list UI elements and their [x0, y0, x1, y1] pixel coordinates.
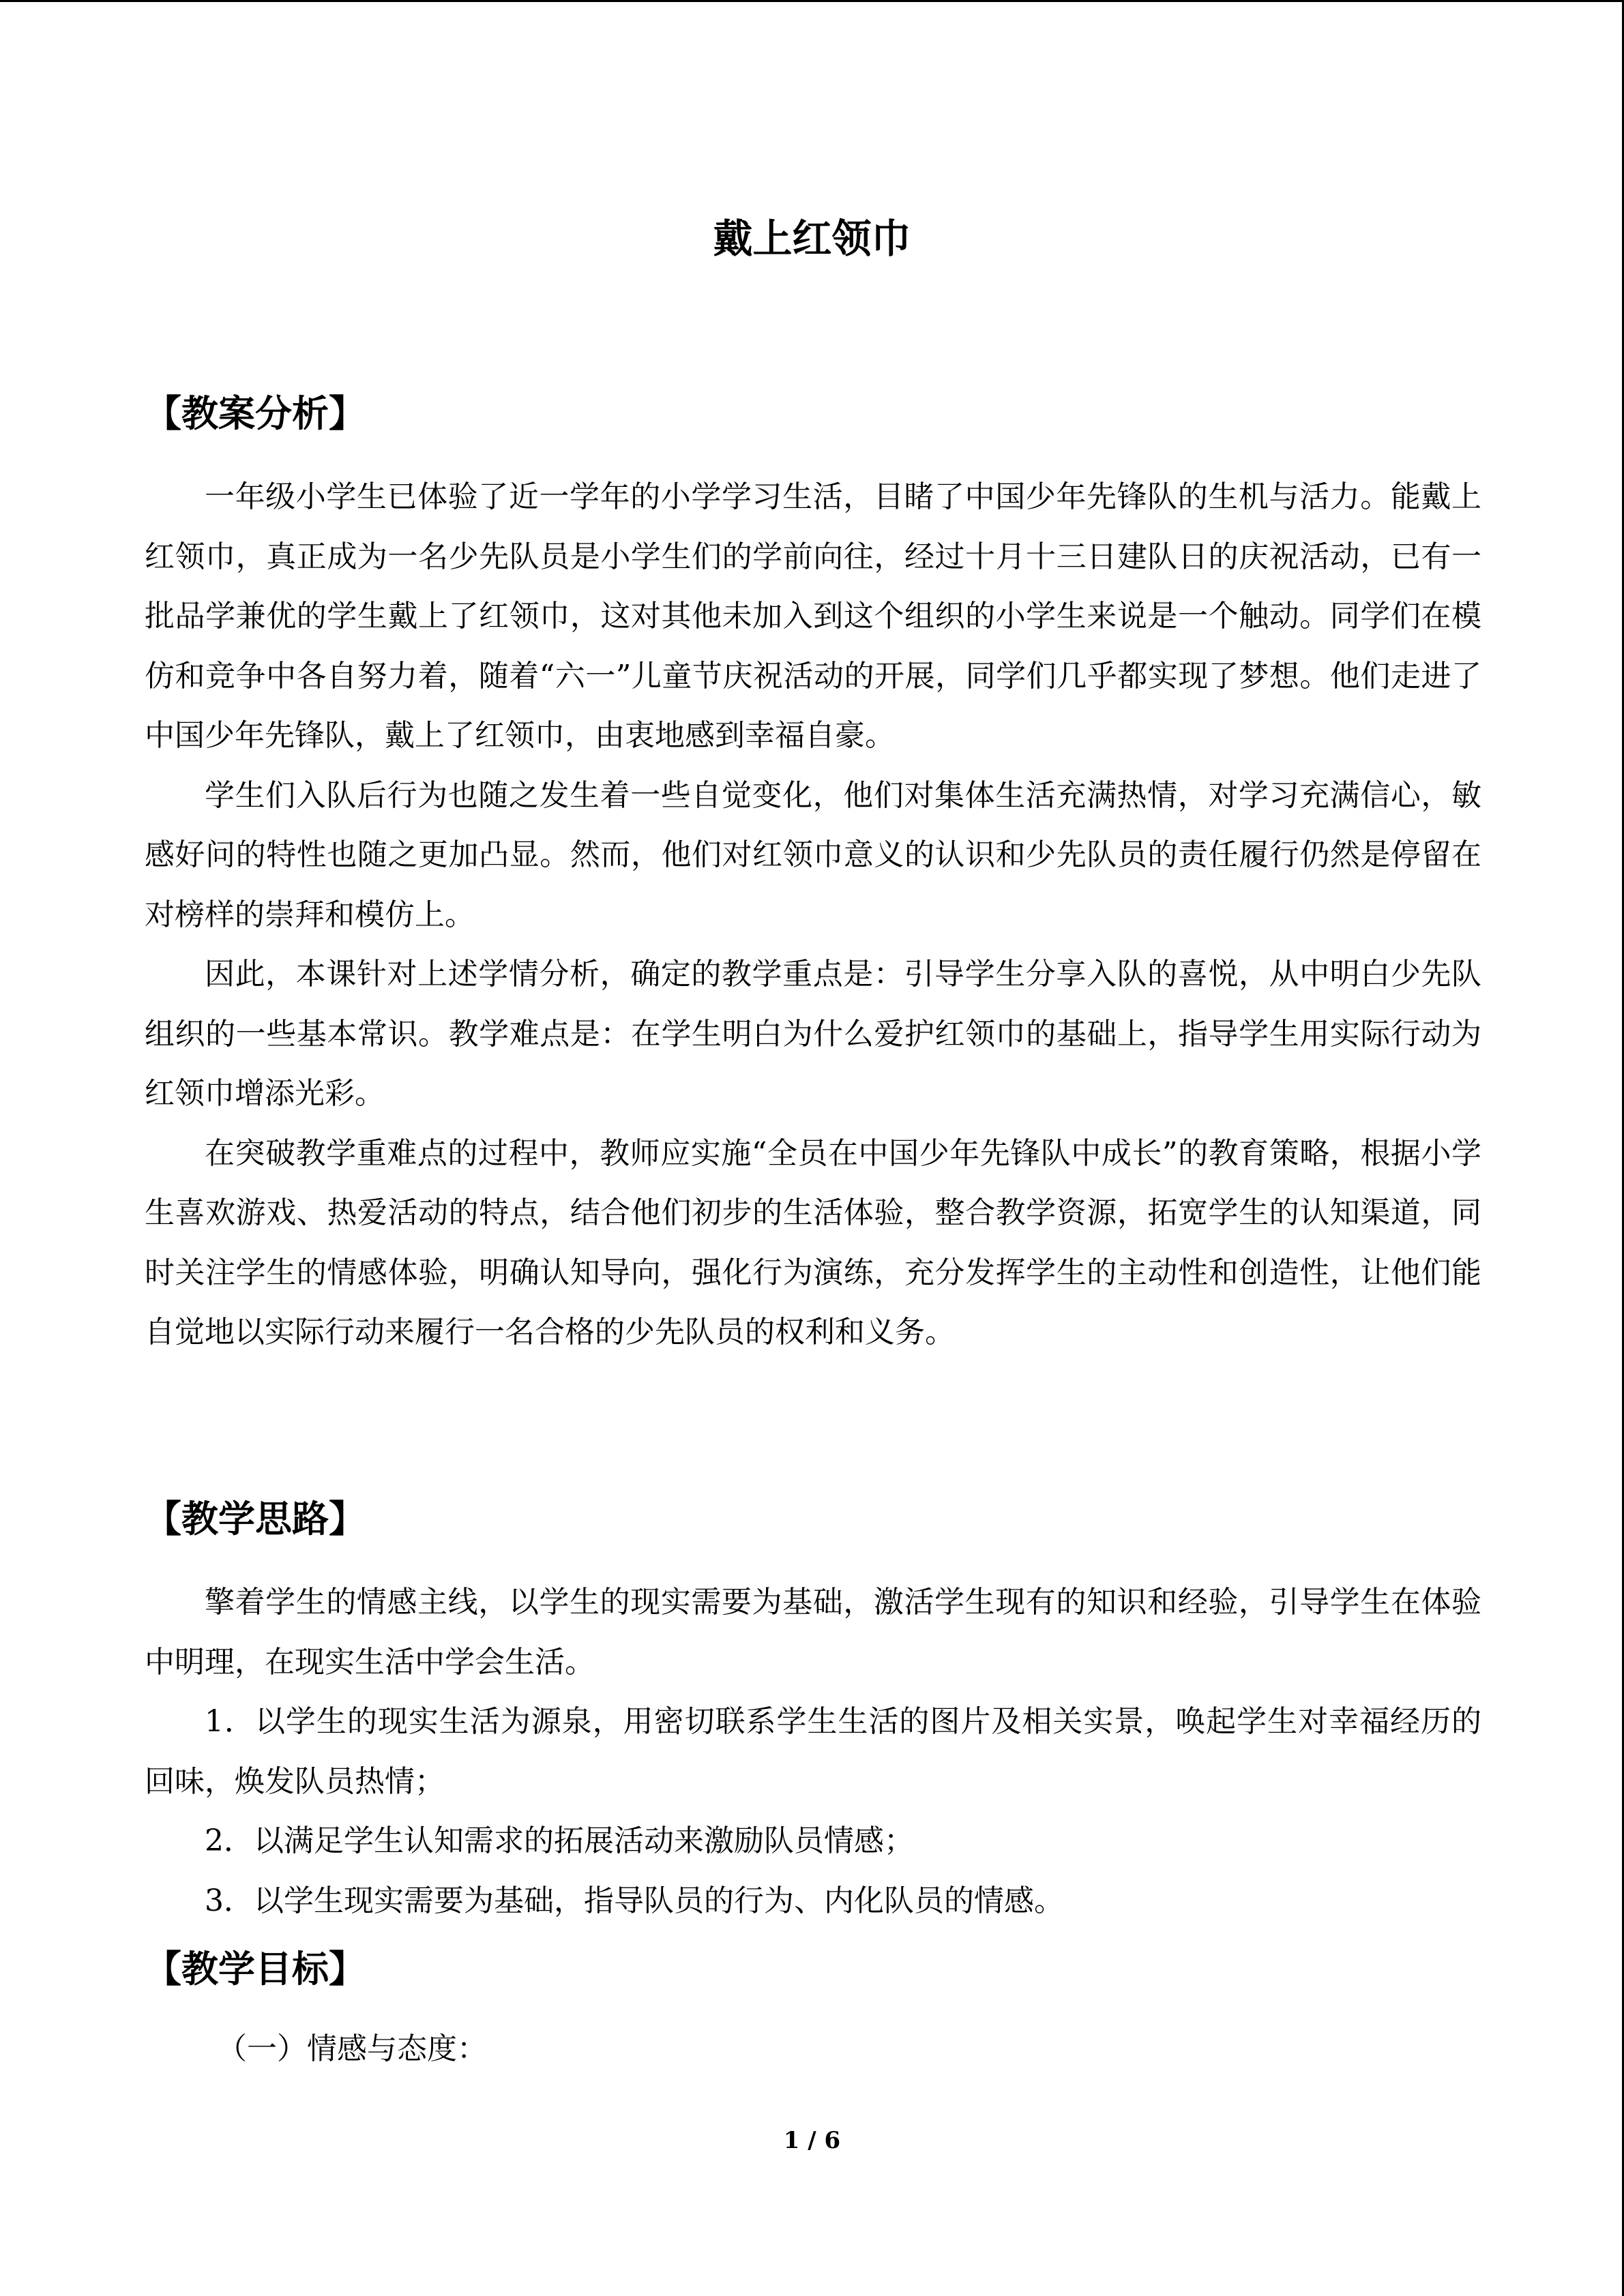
- section-body-teaching-approach: [145, 1572, 1481, 1930]
- section-heading-teaching-objectives: 【教学目标】: [145, 1948, 366, 1991]
- section-heading-lesson-analysis: 【教案分析】: [145, 392, 366, 435]
- subheading-emotion-attitude: （一）情感与态度：: [217, 2031, 487, 2066]
- paragraph: 因此，本课针对上述学情分析，确定的教学重点是：引导学生分享入队的喜悦，从中明白少先队组织的一些基本常识。教学难点是：在学生明白为什么爱护红领巾的基础上，指导学生用实际行动为红领巾增添光彩。: [145, 957, 1481, 1111]
- document-title: 戴上红领巾: [713, 215, 911, 262]
- list-item: 1．以学生的现实生活为源泉，用密切联系学生生活的图片及相关实景，唤起学生对幸福经历的回味，焕发队员热情；: [145, 1704, 1481, 1799]
- paragraph: 一年级小学生已体验了近一学年的小学学习生活，目睹了中国少年先锋队的生机与活力。能戴上红领巾，真正成为一名少先队员是小学生们的学前向往，经过十月十三日建队日的庆祝活动，已有一批品学兼优的学生戴上了红领巾，这对其他未加入到这个组织的小学生来说是一个触动。同学们在模仿和竞争中各自努力着，随着“六一”儿童节庆祝活动的开展，同学们几乎都实现了梦想。他们走进了中国少年先锋队，戴上了红领巾，由衷地感到幸福自豪。: [145, 479, 1481, 753]
- section-body-lesson-analysis: [145, 467, 1481, 1362]
- page-number: 1 / 6: [783, 2127, 841, 2154]
- list-item: 3．以学生现实需要为基础，指导队员的行为、内化队员的情感。: [205, 1883, 1064, 1918]
- paragraph: 擎着学生的情感主线，以学生的现实需要为基础，激活学生现有的知识和经验，引导学生在体验中明理，在现实生活中学会生活。: [145, 1585, 1481, 1680]
- paragraph: 学生们入队后行为也随之发生着一些自觉变化，他们对集体生活充满热情，对学习充满信心，敏感好问的特性也随之更加凸显。然而，他们对红领巾意义的认识和少先队员的责任履行仍然是停留在对榜样的崇拜和模仿上。: [145, 777, 1481, 932]
- paragraph: 在突破教学重难点的过程中，教师应实施“全员在中国少年先锋队中成长”的教育策略，根据小学生喜欢游戏、热爱活动的特点，结合他们初步的生活体验，整合教学资源，拓宽学生的认知渠道，同时关注学生的情感体验，明确认知导向，强化行为演练，充分发挥学生的主动性和创造性，让他们能自觉地以实际行动来履行一名合格的少先队员的权利和义务。: [145, 1135, 1482, 1350]
- list-item: 2．以满足学生认知需求的拓展活动来激励队员情感；: [205, 1823, 914, 1858]
- section-heading-teaching-approach: 【教学思路】: [145, 1497, 366, 1540]
- page-border-top: [0, 0, 1624, 2]
